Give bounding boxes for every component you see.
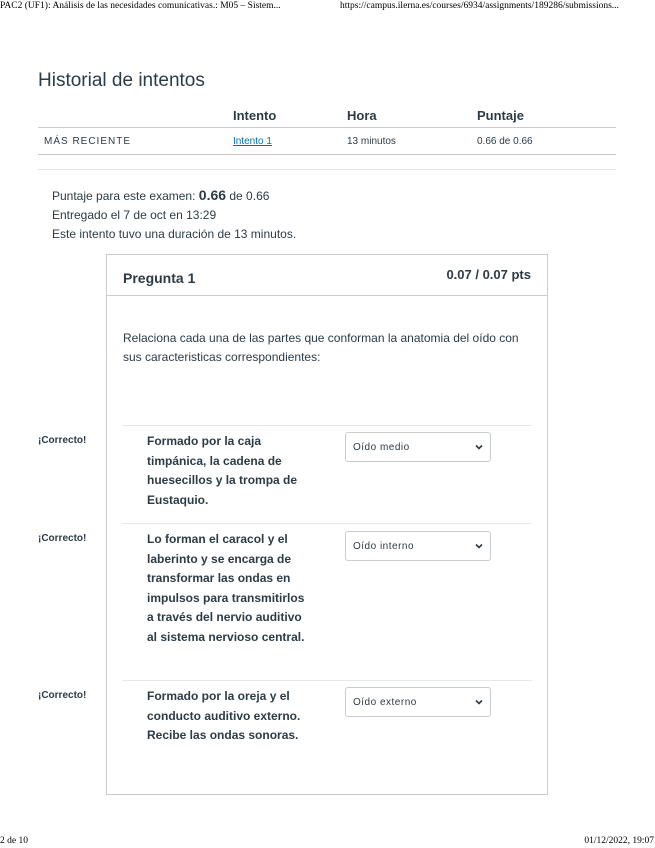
answer-select[interactable] xyxy=(345,531,491,561)
print-header xyxy=(0,0,655,14)
answer-select[interactable] xyxy=(345,432,491,462)
score-suffix: de 0.66 xyxy=(229,189,270,203)
divider xyxy=(38,169,616,170)
score-prefix: Puntaje para este examen: xyxy=(52,189,196,203)
print-footer xyxy=(0,834,655,848)
question-title: Pregunta 1 xyxy=(123,270,196,286)
divider xyxy=(122,523,532,524)
quiz-score-line xyxy=(52,186,296,206)
question-header xyxy=(107,255,547,296)
question-points: 0.07 / 0.07 pts xyxy=(446,267,531,282)
correct-label: ¡Correcto! xyxy=(38,533,87,544)
row-label-most-recent: MÁS RECIENTE xyxy=(44,136,132,147)
correct-label: ¡Correcto! xyxy=(38,435,87,446)
history-table-header xyxy=(38,103,616,128)
column-header-attempt: Intento xyxy=(233,108,277,123)
print-datetime: 01/12/2022, 19:07 xyxy=(584,836,654,846)
answer-select-value: Oído interno xyxy=(353,541,415,552)
correct-label: ¡Correcto! xyxy=(38,690,87,701)
history-table xyxy=(38,103,616,155)
attempt-score: 0.66 de 0.66 xyxy=(477,136,533,147)
table-row xyxy=(38,128,616,155)
answer-select-value: Oído medio xyxy=(353,442,410,453)
attempt-link[interactable]: Intento 1 xyxy=(233,136,272,147)
print-page-title: PAC2 (UF1): Análisis de las necesidades comunicativas.: M05 – Sistem... xyxy=(0,1,281,11)
attempt-duration: Este intento tuvo una duración de 13 minutos. xyxy=(52,227,297,241)
answer-select[interactable] xyxy=(345,687,491,717)
question-text: Relaciona cada una de las partes que conforman la anatomia del oído con sus caracteristicas correspondientes: xyxy=(123,331,519,364)
chevron-down-icon xyxy=(474,442,484,452)
divider xyxy=(122,425,532,426)
print-page-number: 2 de 10 xyxy=(0,836,28,846)
submitted-date: Entregado el 7 de oct en 13:29 xyxy=(52,208,217,222)
divider xyxy=(122,680,532,681)
answer-select-value: Oído externo xyxy=(353,697,417,708)
chevron-down-icon xyxy=(474,541,484,551)
answer-text: Formado por la oreja y el conducto auditivo externo. Recibe las ondas sonoras. xyxy=(147,689,301,742)
answer-text: Lo forman el caracol y el laberinto y se encarga de transformar las ondas en impulsos para transmitirlos a través del nervio auditivo al sistema nervioso central. xyxy=(147,532,305,644)
column-header-score: Puntaje xyxy=(477,108,524,123)
attempt-time: 13 minutos xyxy=(347,136,396,147)
answer-text: Formado por la caja timpánica, la cadena de huesecillos y la trompa de Eustaquio. xyxy=(147,434,298,507)
quiz-summary xyxy=(52,186,296,244)
column-header-time: Hora xyxy=(347,108,377,123)
score-value: 0.66 xyxy=(198,187,227,203)
chevron-down-icon xyxy=(474,697,484,707)
print-page-url: https://campus.ilerna.es/courses/6934/assignments/189286/submissions... xyxy=(340,1,619,11)
history-title: Historial de intentos xyxy=(38,70,205,91)
